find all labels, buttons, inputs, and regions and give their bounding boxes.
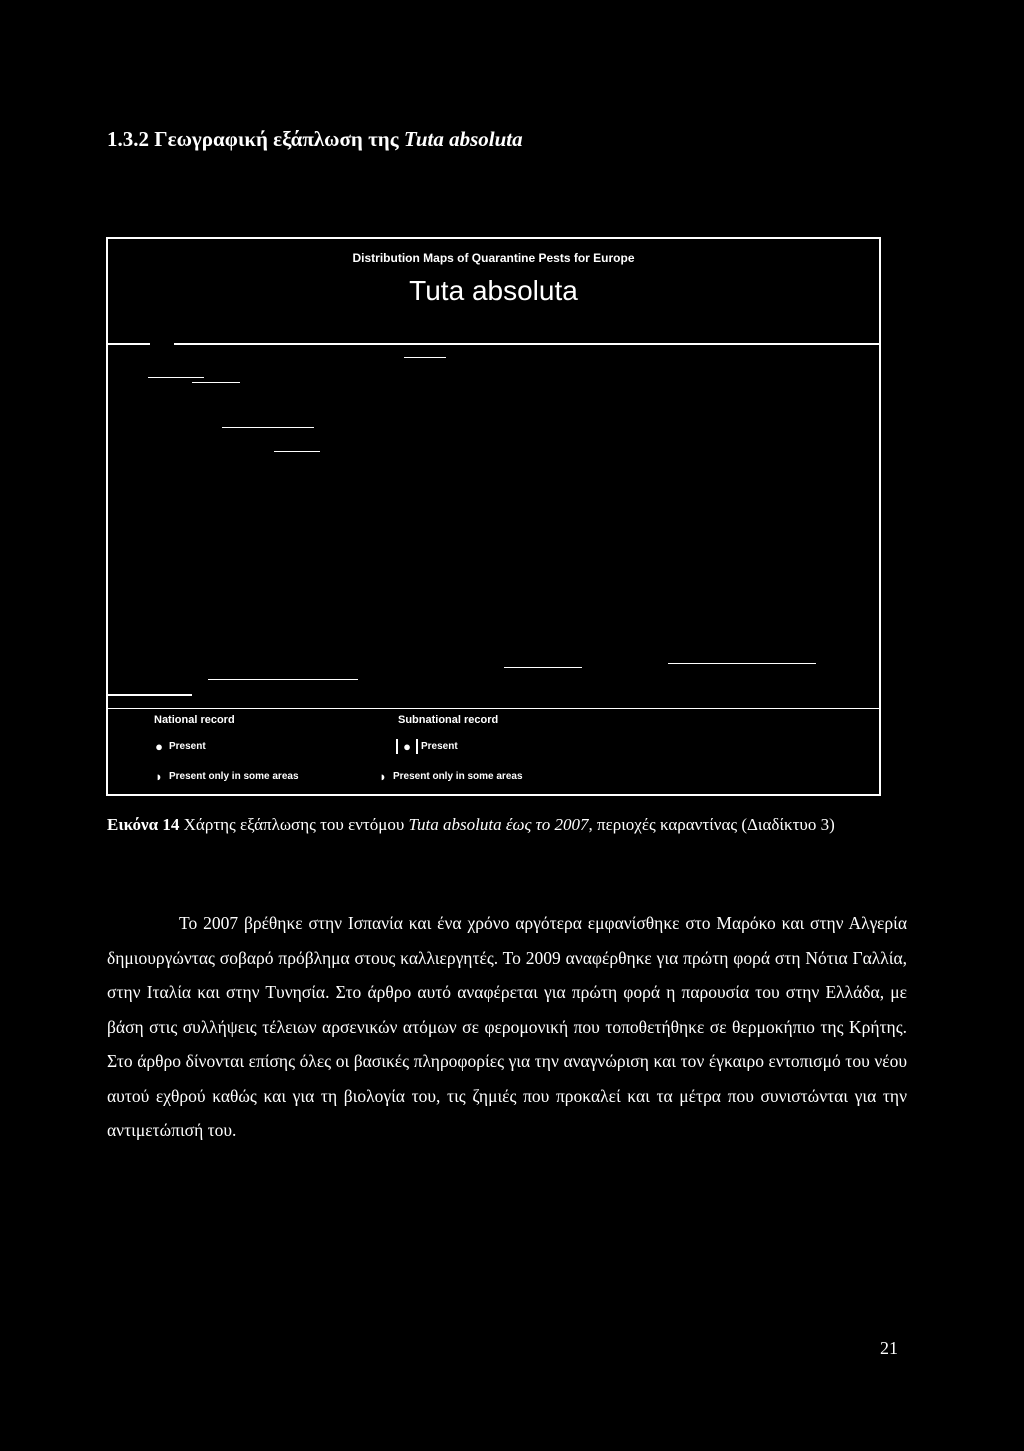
legend-national-present (152, 739, 206, 754)
map-contour-line (192, 382, 240, 383)
legend-national-heading: National record (154, 714, 235, 726)
legend-label: Present only in some areas (169, 771, 299, 782)
map-contour-line (404, 357, 446, 358)
partial-dot-icon: ◗ (379, 769, 387, 784)
caption-text: Χάρτης εξάπλωσης του εντόμου (179, 815, 409, 834)
legend-label: Present (421, 741, 458, 752)
map-title: Tuta absoluta (409, 275, 578, 306)
caption-species: Tuta absoluta έως το 2007 (408, 815, 589, 834)
map-contour-line (208, 679, 358, 680)
legend-subnational-partial (376, 769, 523, 784)
legend-label: Present (169, 741, 206, 752)
legend-subnational-heading: Subnational record (398, 714, 499, 726)
section-heading-species: Tuta absoluta (403, 127, 523, 151)
legend-label: Present only in some areas (393, 771, 523, 782)
map-contour-line (274, 451, 320, 452)
map-contour-line (668, 663, 816, 664)
map-kicker: Distribution Maps of Quarantine Pests for Europe (352, 251, 635, 265)
page-number: 21 (880, 1338, 898, 1358)
caption-label: Εικόνα 14 (107, 815, 180, 834)
map-frame-bottom-line (108, 708, 881, 709)
map-frame-top-line (174, 343, 881, 345)
legend-subnational-present (396, 739, 458, 754)
map-frame-top-line (108, 343, 150, 345)
figure-caption (107, 808, 907, 841)
map-contour-line (222, 427, 314, 428)
filled-dot-icon: ● (396, 739, 418, 754)
map-contour-line (504, 667, 582, 668)
caption-source: , περιοχές καραντίνας (Διαδίκτυο 3) (588, 815, 835, 834)
distribution-map-figure (106, 237, 881, 796)
filled-marker-icon: ● (155, 739, 163, 754)
section-heading (107, 127, 523, 152)
section-heading-text: 1.3.2 Γεωγραφική εξάπλωση της (107, 127, 404, 151)
map-contour-line (148, 377, 204, 378)
body-paragraph: Το 2007 βρέθηκε στην Ισπανία και ένα χρόνο αργότερα εμφανίσθηκε στο Μαρόκο και στην Αλγερία δημιουργώντας σοβαρό πρόβλημα στους καλλιεργητές. Το 2009 αναφέρθηκε για πρώτη φορά στη Νότια Γαλλία, στην Ιταλία και στην Τυνησία. Στο άρθρο αυτό αναφέρεται για πρώτη φορά η παρουσία του στην Ελλάδα, με βάση στις συλλήψεις τέλειων αρσενικών ατόμων σε φερομονική που τοποθετήθηκε σε θερμοκήπιο της Κρήτης. Στο άρθρο δίνονται επίσης όλες οι βασικές πληροφορίες για την αναγνώριση και τον έγκαιρο εντοπισμό του νέου αυτού εχθρού καθώς και για τη βιολογία του, τις ζημιές που προκαλεί και τα μέτρα που συνιστώνται για την αντιμετώπισή του. (107, 913, 907, 1140)
legend-national-partial (152, 769, 299, 784)
partial-marker-icon: ◗ (155, 769, 163, 784)
map-frame-bottom-line (108, 694, 192, 696)
